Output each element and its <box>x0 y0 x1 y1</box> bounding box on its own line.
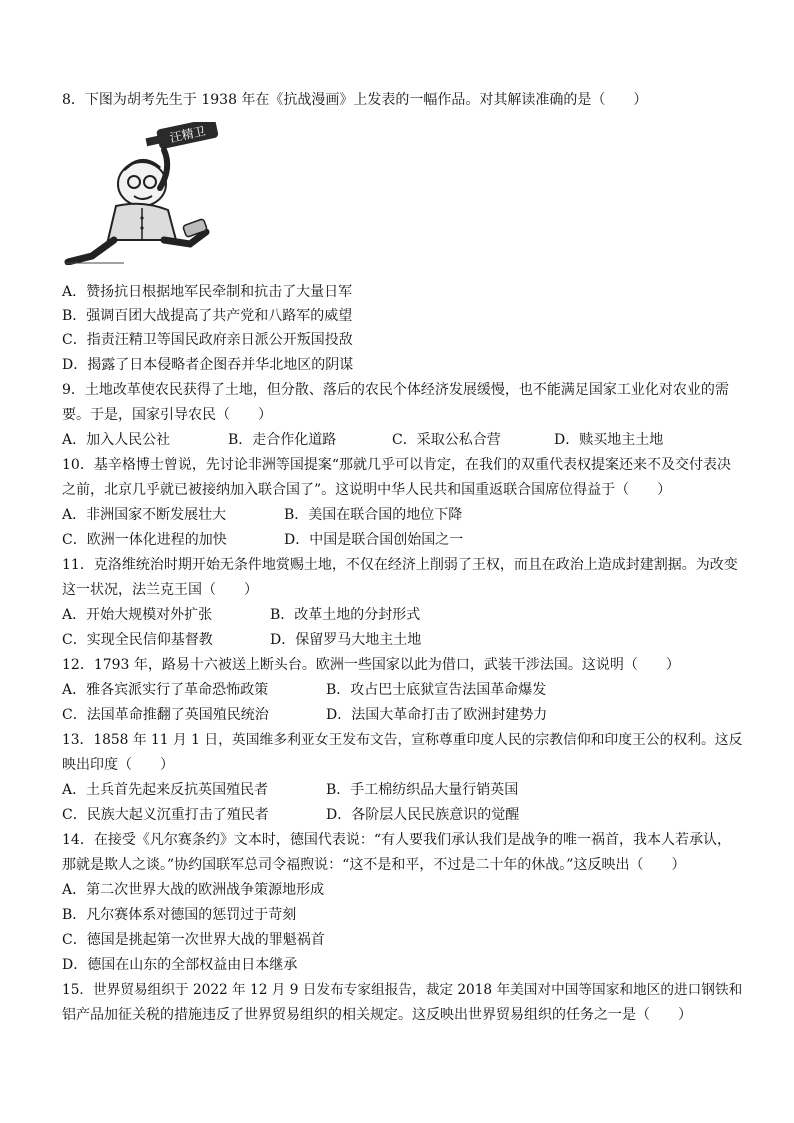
q8-option-d: D．揭露了日本侵略者企图吞并华北地区的阴谋 <box>62 357 354 373</box>
q9-option-d: D．赎买地主土地 <box>554 432 664 448</box>
q10-option-a: A．非洲国家不断发展壮大 <box>62 507 227 523</box>
q14-option-c: C．德国是挑起第一次世界大战的罪魁祸首 <box>62 932 325 948</box>
q12-option-c: C．法国革命推翻了英国殖民统治 <box>62 707 269 723</box>
q14-stem-line1: 14．在接受《凡尔赛条约》文本时，德国代表说：“有人要我们承认我们是战争的唯一祸首，我本人若承认， <box>62 832 731 848</box>
q9-option-c: C．采取公私合营 <box>392 432 501 448</box>
q9-stem-line2: 要。于是，国家引导农民（ ） <box>62 407 272 423</box>
q8-option-c: C．指责汪精卫等国民政府亲日派公开叛国投敌 <box>62 332 353 348</box>
q14-option-b: B．凡尔赛体系对德国的惩罚过于苛刻 <box>62 907 297 923</box>
q12-option-b: B．攻占巴士底狱宣告法国革命爆发 <box>326 682 547 698</box>
q13-stem-line2: 映出印度（ ） <box>62 757 174 773</box>
q10-stem-line2: 之前，北京几乎就已被接纳加入联合国了”。这说明中华人民共和国重返联合国席位得益于（ ） <box>62 482 672 498</box>
q11-option-b: B．改革土地的分封形式 <box>270 607 421 623</box>
q13-stem-line1: 13．1858 年 11 月 1 日，英国维多利亚女王发布文告，宣称尊重印度人民的宗教信仰和印度王公的权利。这反 <box>62 732 743 748</box>
q11-stem-line2: 这一状况，法兰克王国（ ） <box>62 582 258 598</box>
sign-text: 汪精卫 <box>168 123 207 146</box>
q10-option-b: B．美国在联合国的地位下降 <box>284 507 463 523</box>
q14-option-d: D．德国在山东的全部权益由日本继承 <box>62 957 298 973</box>
q13-option-b: B．手工棉纺织品大量行销英国 <box>326 782 519 798</box>
q10-stem-line1: 10．基辛格博士曾说，先讨论非洲等国提案“那就几乎可以肯定，在我们的双重代表权提案还来不及交付表决 <box>62 457 731 473</box>
q11-option-a: A．开始大规模对外扩张 <box>62 607 213 623</box>
q8-option-a: A．赞扬抗日根据地军民牵制和抗击了大量日军 <box>62 284 353 300</box>
q13-option-a: A．土兵首先起来反抗英国殖民者 <box>62 782 269 798</box>
q8-option-b: B．强调百团大战提高了共产党和八路军的威望 <box>62 308 353 324</box>
q11-stem-line1: 11．克洛维统治时期开始无条件地赏赐土地，不仅在经济上削弱了王权，而且在政治上造成封建割据。为改变 <box>62 557 738 573</box>
q8-cartoon-image <box>64 122 224 265</box>
cartoon-illustration <box>64 122 224 265</box>
q10-option-d: D．中国是联合国创始国之一 <box>284 532 464 548</box>
q12-option-a: A．雅各宾派实行了革命恐怖政策 <box>62 682 269 698</box>
q8-stem: 8．下图为胡考先生于 1938 年在《抗战漫画》上发表的一幅作品。对其解读准确的是（ ） <box>62 92 648 108</box>
q9-stem-line1: 9．土地改革使农民获得了土地，但分散、落后的农民个体经济发展缓慢，也不能满足国家工业化对农业的需 <box>62 382 729 398</box>
q9-option-b: B．走合作化道路 <box>228 432 337 448</box>
q13-option-d: D．各阶层人民民族意识的觉醒 <box>326 807 520 823</box>
q9-option-a: A．加入人民公社 <box>62 432 171 448</box>
q14-option-a: A．第二次世界大战的欧洲战争策源地形成 <box>62 882 325 898</box>
q13-option-c: C．民族大起义沉重打击了殖民者 <box>62 807 269 823</box>
q12-stem: 12．1793 年，路易十六被送上断头台。欧洲一些国家以此为借口，武装干涉法国。这说明（ ） <box>62 657 680 673</box>
q11-option-d: D．保留罗马大地主土地 <box>270 632 422 648</box>
q10-option-c: C．欧洲一体化进程的加快 <box>62 532 227 548</box>
q14-stem-line2: 那就是欺人之谈。”协约国联军总司令福煦说：“这不是和平，不过是二十年的休战。”这反映出（ ） <box>62 857 686 873</box>
q11-option-c: C．实现全民信仰基督教 <box>62 632 213 648</box>
q15-stem-line1: 15．世界贸易组织于 2022 年 12 月 9 日发布专家组报告，裁定 2018 年美国对中国等国家和地区的进口钢铁和 <box>62 982 743 998</box>
q12-option-d: D．法国大革命打击了欧洲封建势力 <box>326 707 548 723</box>
q15-stem-line2: 铝产品加征关税的措施违反了世界贸易组织的相关规定。这反映出世界贸易组织的任务之一是（ ） <box>62 1007 692 1023</box>
